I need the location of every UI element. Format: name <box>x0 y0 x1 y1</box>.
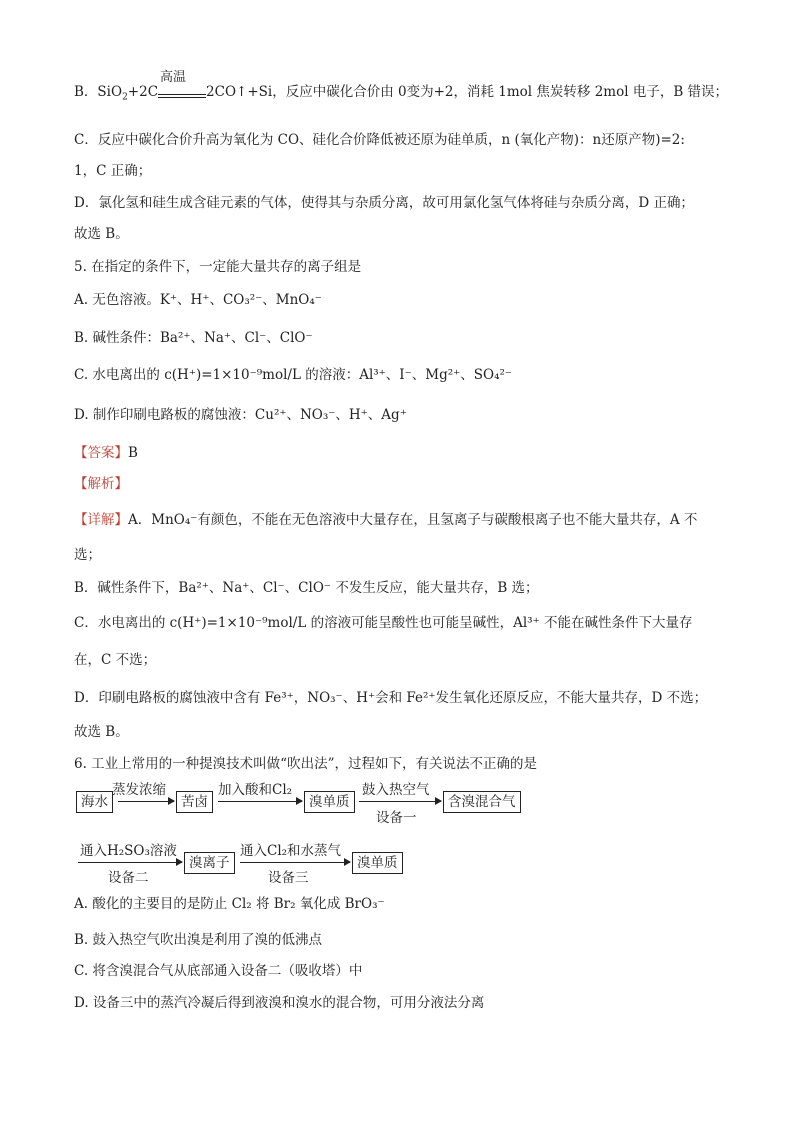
flow2-arrow-1-label: 通入H₂SO₃溶液 <box>80 843 177 859</box>
flow2-arrow-1-device: 设备二 <box>108 870 149 886</box>
flow-arrow-1-label: 蒸发浓缩 <box>112 782 166 798</box>
q4-option-c-line2: 1，C 正确； <box>74 163 152 179</box>
flow-arrow-3-label: 鼓入热空气 <box>362 782 430 798</box>
answer-tag: 【答案】 <box>74 445 128 461</box>
q6-option-c: C. 将含溴混合气从底部通入设备二（吸收塔）中 <box>74 963 363 979</box>
flow-box-bromine-1: 溴单质 <box>304 791 355 813</box>
detail-tag: 【详解】 <box>74 512 128 528</box>
q4-option-c-line1: C．反应中碳化合价升高为氧化为 CO、硅化合价降低被还原为硅单质，n (氧化产物)：n还原产物)=2: <box>74 132 685 148</box>
analysis-tag: 【解析】 <box>74 476 128 492</box>
q5-answer-line <box>74 443 138 463</box>
q5-explain-c1: C．水电离出的 c(H⁺)=1×10⁻⁹mol/L 的溶液可能呈酸性也可能呈碱性，Al³⁺ 不能在碱性条件下大量存 <box>74 615 693 631</box>
q4-option-d-line1: D．氯化氢和硅生成含硅元素的气体，使得其与杂质分离，故可用氯化氢气体将硅与杂质分离，D 正确； <box>74 195 694 211</box>
answer-value: B <box>128 445 138 461</box>
q5-explain-a2: 选； <box>74 547 101 563</box>
q6-option-d: D. 设备三中的蒸汽冷凝后得到液溴和溴水的混合物，可用分液法分离 <box>74 995 485 1011</box>
flow2-arrow-2-device: 设备三 <box>268 870 309 886</box>
q4-b-products: 2CO↑+Si，反应中碳化合价由 0变为+2，消耗 1mol 焦炭转移 2mol 电子，B 错误； <box>206 84 729 100</box>
reaction-condition-label: 高温 <box>160 70 187 85</box>
q5-explain-a1 <box>74 510 697 530</box>
reaction-condition-equals <box>158 70 206 102</box>
flow-arrow-2-label: 加入酸和Cl₂ <box>218 782 293 798</box>
flow2-arrow-2 <box>240 862 350 863</box>
flow-box-seawater: 海水 <box>76 791 113 813</box>
q5-analysis-tag <box>74 474 128 494</box>
q5-explain-b: B．碱性条件下，Ba²⁺、Na⁺、Cl⁻、ClO⁻ 不发生反应，能大量共存，B 选； <box>74 580 539 596</box>
q6-option-b: B. 鼓入热空气吹出溴是利用了溴的低沸点 <box>74 932 323 948</box>
flow-arrow-3 <box>359 801 441 802</box>
q5-option-d: D. 制作印刷电路板的腐蚀液：Cu²⁺、NO₃⁻、H⁺、Ag⁺ <box>74 407 407 423</box>
q6-option-a: A. 酸化的主要目的是防止 Cl₂ 将 Br₂ 氧化成 BrO₃⁻ <box>74 896 385 912</box>
flow-arrow-3-device: 设备一 <box>376 810 417 826</box>
flow2-box-bromine-2: 溴单质 <box>352 852 403 874</box>
q5-stem: 5. 在指定的条件下，一定能大量共存的离子组是 <box>74 259 362 275</box>
flow-arrow-1 <box>118 801 174 802</box>
flow2-arrow-2-label: 通入Cl₂和水蒸气 <box>240 843 342 859</box>
flow-arrow-2 <box>218 801 302 802</box>
explain-a1-text: A．MnO₄⁻有颜色，不能在无色溶液中大量存在，且氢离子与碳酸根离子也不能大量共存，A 不 <box>128 512 698 528</box>
q5-option-a: A. 无色溶液。K⁺、H⁺、CO₃²⁻、MnO₄⁻ <box>74 292 322 308</box>
q4-b-mid: +2C <box>127 84 159 100</box>
q4-b-prefix: B．SiO <box>74 84 123 100</box>
flow-box-mixed-gas: 含溴混合气 <box>443 791 521 813</box>
q5-explain-c2: 在，C 不选； <box>74 652 157 668</box>
q6-stem: 6. 工业上常用的一种提溴技术叫做“吹出法”，过程如下，有关说法不正确的是 <box>74 756 537 772</box>
q5-option-b: B. 碱性条件：Ba²⁺、Na⁺、Cl⁻、ClO⁻ <box>74 330 313 346</box>
flow2-box-bromide: 溴离子 <box>184 852 235 874</box>
flow-box-bittern: 苦卤 <box>176 791 213 813</box>
q5-conclusion: 故选 B。 <box>74 724 129 740</box>
q4-conclusion: 故选 B。 <box>74 226 129 242</box>
q4-option-b-line: B．SiO$_2$+2C 高温 2CO↑+Si，反应中碳化合价由 0变为+2，消耗 1mol 焦炭转移 2mol 电子，B 错误； <box>74 70 729 103</box>
q5-explain-d: D．印刷电路板的腐蚀液中含有 Fe³⁺，NO₃⁻、H⁺会和 Fe²⁺发生氧化还原反应，不能大量共存，D 不选； <box>74 690 708 706</box>
q5-option-c: C. 水电离出的 c(H⁺)=1×10⁻⁹mol/L 的溶液：Al³⁺、I⁻、Mg²⁺、SO₄²⁻ <box>74 367 513 383</box>
double-bar <box>158 94 206 98</box>
flow2-arrow-1 <box>78 862 182 863</box>
